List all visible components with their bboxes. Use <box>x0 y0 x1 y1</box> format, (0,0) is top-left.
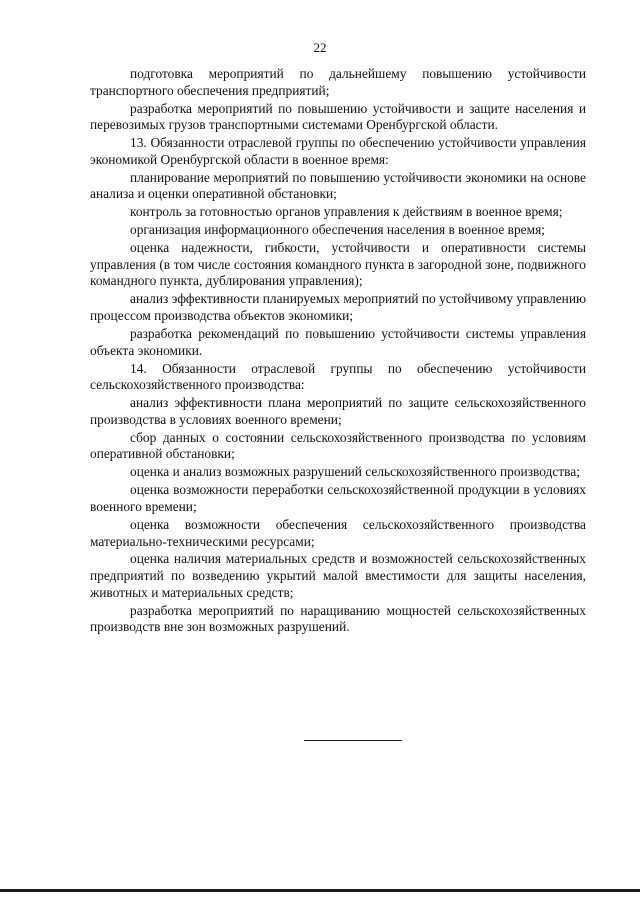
paragraph: разработка мероприятий по наращиванию мощностей сельскохозяйственных производств вне зон возможных разрушений. <box>90 602 586 635</box>
paragraph: оценка возможности переработки сельскохозяйственной продукции в условиях военного времени; <box>90 482 586 514</box>
paragraph: анализ эффективности планируемых мероприятий по устойчивому управлению процессом производства объектов экономики; <box>90 291 586 324</box>
paragraph: оценка надежности, гибкости, устойчивости и оперативности системы управления (в том числе состояния командного пункта в загородной зоне, подвижного командного пункта, дублирования управления); <box>90 240 586 289</box>
paragraph: организация информационного обеспечения населения в военное время; <box>130 222 545 238</box>
scan-bottom-edge <box>0 889 640 892</box>
paragraph: подготовка мероприятий по дальнейшему повышению устойчивости транспортного обеспечения предприятий; <box>90 66 586 98</box>
paragraph: анализ эффективности плана мероприятий по защите сельскохозяйственного производства в условиях военного времени; <box>90 395 586 427</box>
paragraph: разработка мероприятий по повышению устойчивости и защите населения и перевозимых грузов транспортными системами Оренбургской области. <box>90 100 586 133</box>
paragraph: оценка и анализ возможных разрушений сельскохозяйственного производства; <box>130 464 580 480</box>
section-heading: 14. Обязанности отраслевой группы по обеспечению устойчивости сельскохозяйственного производства: <box>90 360 586 393</box>
page-number: 22 <box>313 40 327 55</box>
paragraph: планирование мероприятий по повышению устойчивости экономики на основе анализа и оценки оперативной обстановки; <box>90 169 586 202</box>
paragraph: сбор данных о состоянии сельскохозяйственного производства по условиям оперативной обстановки; <box>90 429 586 462</box>
paragraph: оценка возможности обеспечения сельскохозяйственного производства материально-техническими ресурсами; <box>90 516 586 549</box>
paragraph: разработка рекомендаций по повышению устойчивости системы управления объекта экономики. <box>90 326 586 358</box>
paragraph: оценка наличия материальных средств и возможностей сельскохозяйственных предприятий по возведению укрытий малой вместимости для защиты населения, животных и материальных средств; <box>90 551 586 600</box>
document-body <box>90 66 586 637</box>
end-separator-line <box>304 740 402 741</box>
paragraph: контроль за готовностью органов управления к действиям в военное время; <box>130 204 563 220</box>
section-heading: 13. Обязанности отраслевой группы по обеспечению устойчивости управления экономикой Оренбургской области в военное время: <box>90 135 586 167</box>
